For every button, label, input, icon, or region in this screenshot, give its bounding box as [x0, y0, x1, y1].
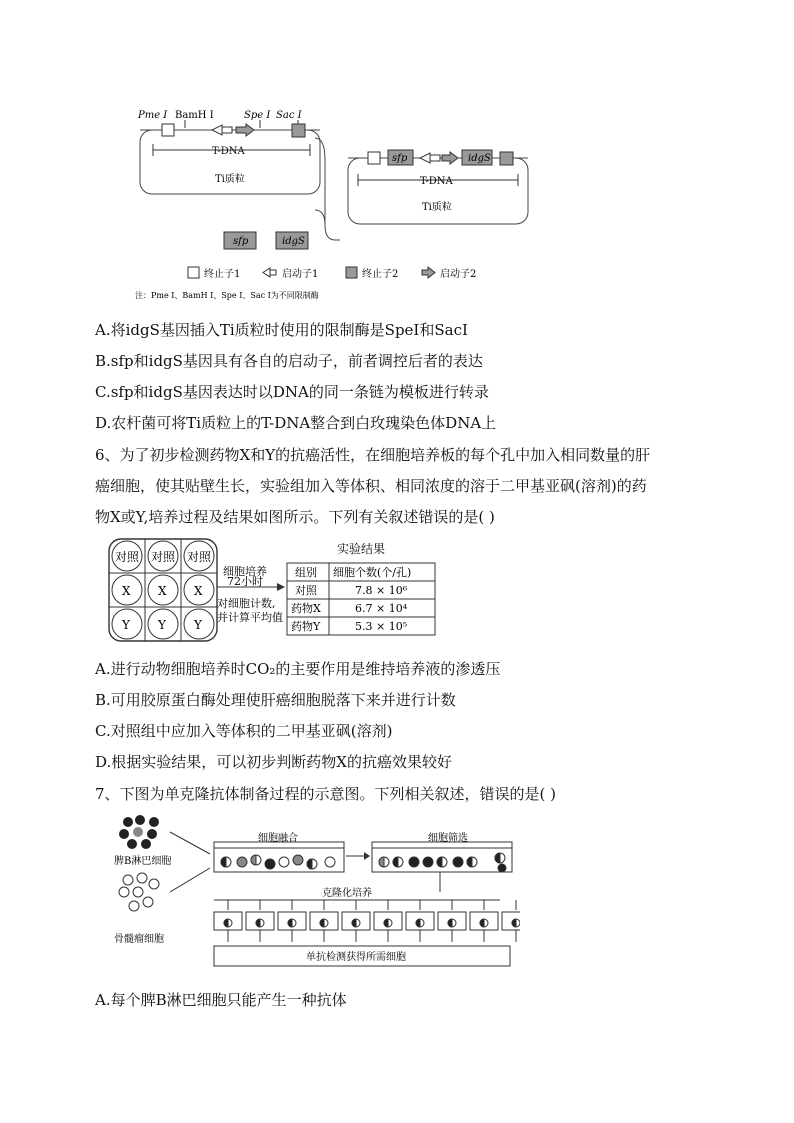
q5-option-c: C.sfp和idgS基因表达时以DNA的同一条链为模板进行转录 — [95, 383, 489, 401]
spleen-label: 脾B淋巴细胞 — [114, 856, 172, 867]
legend-terminator1: 终止子1 — [204, 269, 241, 280]
legend-promoter1: 启动子1 — [282, 269, 319, 280]
terminator2-box — [292, 124, 305, 137]
myeloma-label: 骨髓瘤细胞 — [114, 934, 164, 945]
q6-option-a: A.进行动物细胞培养时CO₂的主要作用是维持培养液的渗透压 — [95, 660, 501, 678]
fusion-label: 细胞融合 — [258, 833, 298, 844]
well-control-3: 对照 — [187, 550, 212, 564]
arrow-label-72h: 72小时 — [227, 575, 263, 588]
spe-label: Spe Ⅰ — [244, 110, 271, 121]
legend-promoter2: 启动子2 — [440, 269, 477, 280]
legend-terminator2: 终止子2 — [362, 269, 399, 280]
arrow-label-average: 并计算平均值 — [217, 611, 283, 624]
result-title: 实验结果 — [337, 542, 386, 556]
promoter1-arrow — [212, 125, 222, 135]
q6-option-b: B.可用胶原蛋白酶处理使肝癌细胞脱落下来并进行计数 — [95, 691, 456, 709]
table-row-control-count: 7.8 × 10⁶ — [355, 584, 408, 597]
q6-option-d: D.根据实验结果，可以初步判断药物X的抗癌效果较好 — [95, 753, 452, 771]
myeloma-cells — [119, 873, 159, 911]
well-x-1: X — [122, 584, 131, 598]
table-row-control-group: 对照 — [295, 584, 317, 597]
q7-figure — [110, 812, 520, 972]
svg-text:idgS: idgS — [282, 236, 305, 247]
well-y-2: Y — [158, 618, 166, 632]
screen-label: 细胞筛选 — [428, 833, 468, 844]
arrow-label-culture: 细胞培养 — [223, 565, 267, 578]
bamh-label: BamH Ⅰ — [175, 110, 214, 121]
arrow-label-count: 对细胞计数, — [217, 597, 276, 610]
q7-stem: 7、下图为单克隆抗体制备过程的示意图。下列相关叙述，错误的是( ) — [95, 785, 557, 803]
svg-text:idgS: idgS — [468, 153, 491, 164]
table-row-x-count: 6.7 × 10⁴ — [355, 602, 408, 615]
well-x-3: X — [194, 584, 203, 598]
figure-note: 注：Pme Ⅰ、BamH Ⅰ、Spe Ⅰ、Sac Ⅰ为不同限制酶 — [135, 291, 319, 300]
q5-option-b: B.sfp和idgS基因具有各自的启动子，前者调控后者的表达 — [95, 352, 483, 370]
well-control-1: 对照 — [115, 550, 140, 564]
svg-text:sfp: sfp — [233, 236, 249, 247]
terminator1-box — [162, 124, 174, 136]
svg-text:T-DNA: T-DNA — [420, 176, 453, 187]
q6-stem-line3: 物X或Y,培养过程及结果如图所示。下列有关叙述错误的是( ) — [95, 508, 495, 526]
table-row-y-count: 5.3 × 10⁵ — [355, 620, 408, 633]
table-header-group: 组别 — [295, 566, 317, 579]
q6-stem-line2: 癌细胞，使其贴壁生长，实验组加入等体积、相同浓度的溶于二甲基亚砜(溶剂)的药 — [95, 477, 647, 495]
pme-label: Pme Ⅰ — [138, 110, 168, 121]
svg-text:sfp: sfp — [392, 153, 408, 164]
well-control-2: 对照 — [151, 550, 176, 564]
ti-plasmid-figure — [120, 100, 540, 305]
ti-plasmid-right — [348, 158, 528, 224]
q7-option-a: A.每个脾B淋巴细胞只能产生一种抗体 — [95, 991, 347, 1009]
plasmid-label-left: Ti质粒 — [215, 174, 245, 185]
tdna-label-left: T-DNA — [212, 146, 245, 157]
q6-stem-line1: 6、为了初步检测药物X和Y的抗癌活性，在细胞培养板的每个孔中加入相同数量的肝 — [95, 446, 651, 464]
well-y-3: Y — [194, 618, 202, 632]
q6-option-c: C.对照组中应加入等体积的二甲基亚砜(溶剂) — [95, 722, 393, 740]
promoter2-arrow — [236, 124, 254, 136]
table-row-x-group: 药物X — [291, 602, 321, 615]
detect-label: 单抗检测获得所需细胞 — [306, 952, 406, 963]
svg-text:Ti质粒: Ti质粒 — [422, 202, 452, 213]
q5-option-a: A.将idgS基因插入Ti质粒时使用的限制酶是SpeI和SacI — [95, 321, 468, 339]
sac-label: Sac Ⅰ — [276, 110, 302, 121]
q6-figure — [105, 535, 450, 645]
q5-option-d: D.农杆菌可将Ti质粒上的T-DNA整合到白玫瑰染色体DNA上 — [95, 414, 497, 432]
well-x-2: X — [158, 584, 167, 598]
clone-label: 克隆化培养 — [322, 888, 372, 899]
table-row-y-group: 药物Y — [291, 620, 321, 633]
table-header-count: 细胞个数(个/孔) — [333, 566, 412, 579]
spleen-cells — [119, 815, 159, 849]
well-y-1: Y — [122, 618, 130, 632]
